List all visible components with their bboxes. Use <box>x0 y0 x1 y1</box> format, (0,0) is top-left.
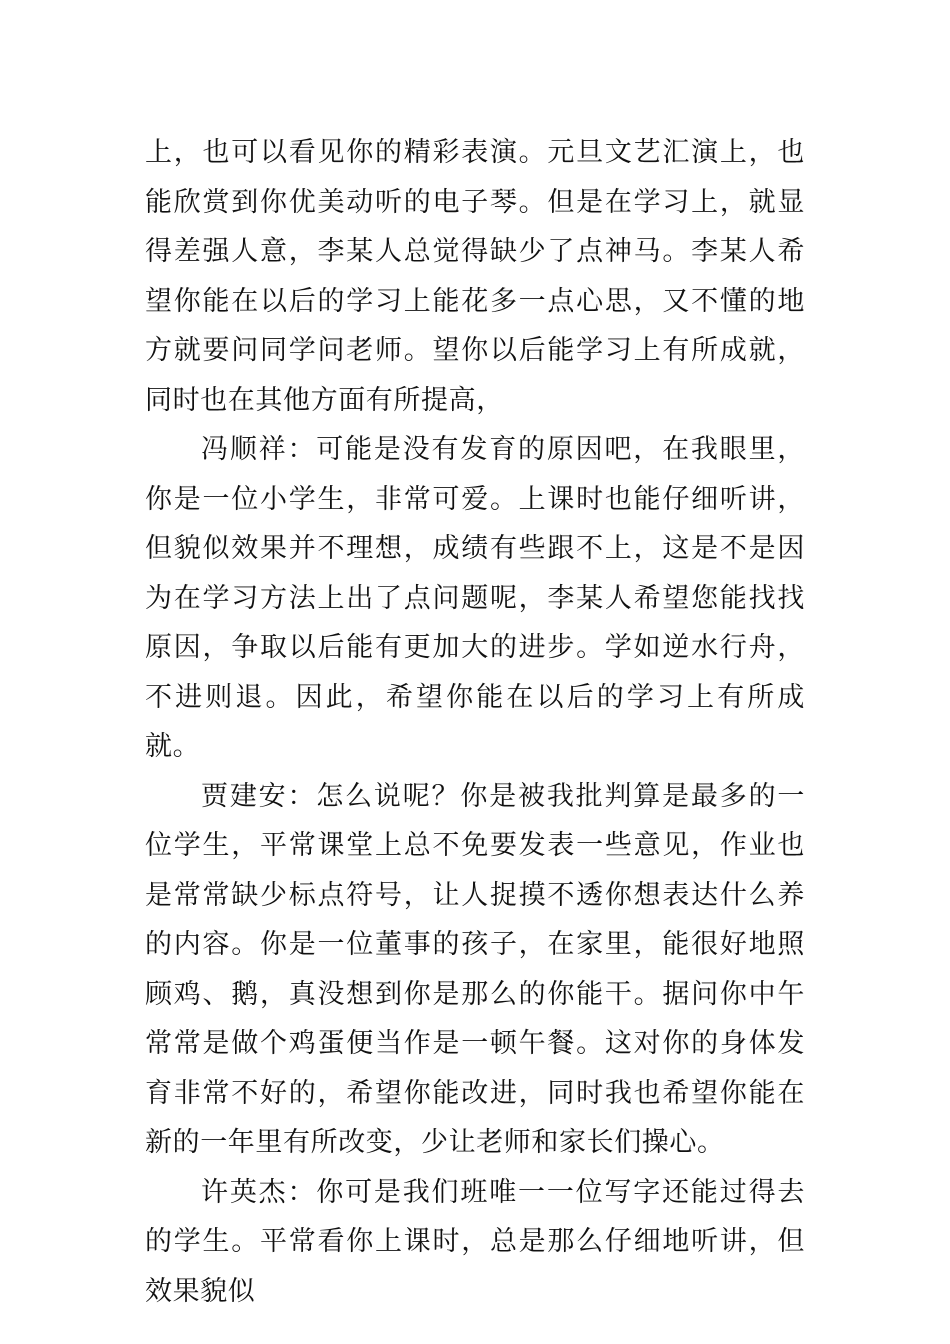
document-page <box>145 128 805 1316</box>
paragraph-feng-shunxiang: 冯顺祥：可能是没有发育的原因吧，在我眼里，你是一位小学生，非常可爱。上课时也能仔细听讲，但貌似效果并不理想，成绩有些跟不上，这是不是因为在学习方法上出了点问题呢，李某人希望您能找找原因，争取以后能有更加大的进步。学如逆水行舟，不进则退。因此，希望你能在以后的学习上有所成就。 <box>145 434 805 762</box>
paragraph-continuation: 上，也可以看见你的精彩表演。元旦文艺汇演上，也能欣赏到你优美动听的电子琴。但是在学习上，就显得差强人意，李某人总觉得缺少了点神马。李某人希望你能在以后的学习上能花多一点心思，又不懂的地方就要问同学问老师。望你以后能学习上有所成就，同时也在其他方面有所提高， <box>145 137 805 416</box>
paragraph-jia-jianan: 贾建安：怎么说呢？你是被我批判算是最多的一位学生，平常课堂上总不免要发表一些意见，作业也是常常缺少标点符号，让人捉摸不透你想表达什么养的内容。你是一位董事的孩子，在家里，能很好地照顾鸡、鹅，真没想到你是那么的你能干。据问你中午常常是做个鸡蛋便当作是一顿午餐。这对你的身体发育非常不好的，希望你能改进，同时我也希望你能在新的一年里有所改变，少让老师和家长们操心。 <box>145 780 805 1158</box>
paragraph-xu-yingjie: 许英杰：你可是我们班唯一一位写字还能过得去的学生。平常看你上课时，总是那么仔细地听讲，但效果貌似 <box>145 1176 805 1307</box>
